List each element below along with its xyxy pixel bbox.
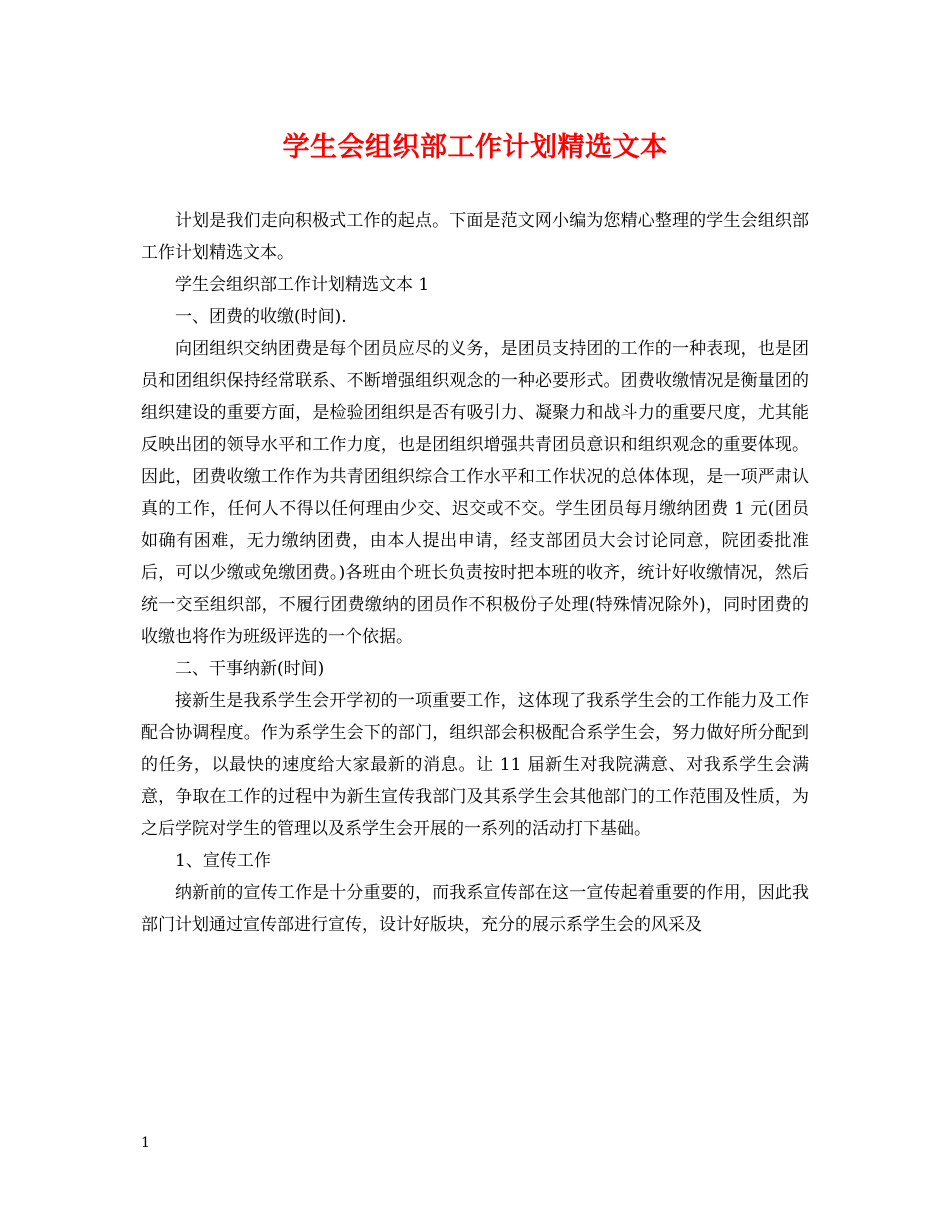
body-paragraph: 纳新前的宣传工作是十分重要的，而我系宣传部在这一宣传起着重要的作用，因此我部门计划通过宣传部进行宣传，设计好版块，充分的展示系学生会的风采及 — [141, 883, 809, 935]
page-number: 1 — [141, 1135, 150, 1151]
section-heading: 学生会组织部工作计划精选文本 1 — [175, 275, 430, 295]
subsection-heading: 一、团费的收缴(时间). — [175, 307, 347, 327]
body-paragraph: 向团组织交纳团费是每个团员应尽的义务，是团员支持团的工作的一种表现，也是团员和团组织保持经常联系、不断增强组织观念的一种必要形式。团费收缴情况是衡量团的组织建设的重要方面，是检验团组织是否有吸引力、凝聚力和战斗力的重要尺度，尤其能反映出团的领导水平和工作力度，也是团组织增强共青团员意识和组织观念的重要体现。因此，团费收缴工作作为共青团组织综合工作水平和工作状况的总体体现，是一项严肃认真的工作，任何人不得以任何理由少交、迟交或不交。学生团员每月缴纳团费 1 元(团员如确有困难，无力缴纳团费，由本人提出申请，经支部团员大会讨论同意，院团委批准后，可以少缴或免缴团费。)各班由个班长负责按时把本班的收齐，统计好收缴情况，然后统一交至组织部，不履行团费缴纳的团员作不积极份子处理(特殊情况除外)，同时团费的收缴也将作为班级评选的一个依据。 — [141, 339, 809, 647]
body-paragraph: 接新生是我系学生会开学初的一项重要工作，这体现了我系学生会的工作能力及工作配合协调程度。作为系学生会下的部门，组织部会积极配合系学生会，努力做好所分配到的任务，以最快的速度给大家最新的消息。让 11 届新生对我院满意、对我系学生会满意，争取在工作的过程中为新生宣传我部门及其系学生会其他部门的工作范围及性质，为之后学院对学生的管理以及系学生会开展的一系列的活动打下基础。 — [141, 691, 809, 839]
subsection-heading: 1、宣传工作 — [175, 851, 271, 871]
subsection-heading: 二、干事纳新(时间) — [175, 659, 325, 679]
intro-paragraph: 计划是我们走向积极式工作的起点。下面是范文网小编为您精心整理的学生会组织部工作计划精选文本。 — [141, 211, 809, 263]
document-title: 学生会组织部工作计划精选文本 — [282, 132, 668, 163]
document-body — [141, 205, 809, 941]
